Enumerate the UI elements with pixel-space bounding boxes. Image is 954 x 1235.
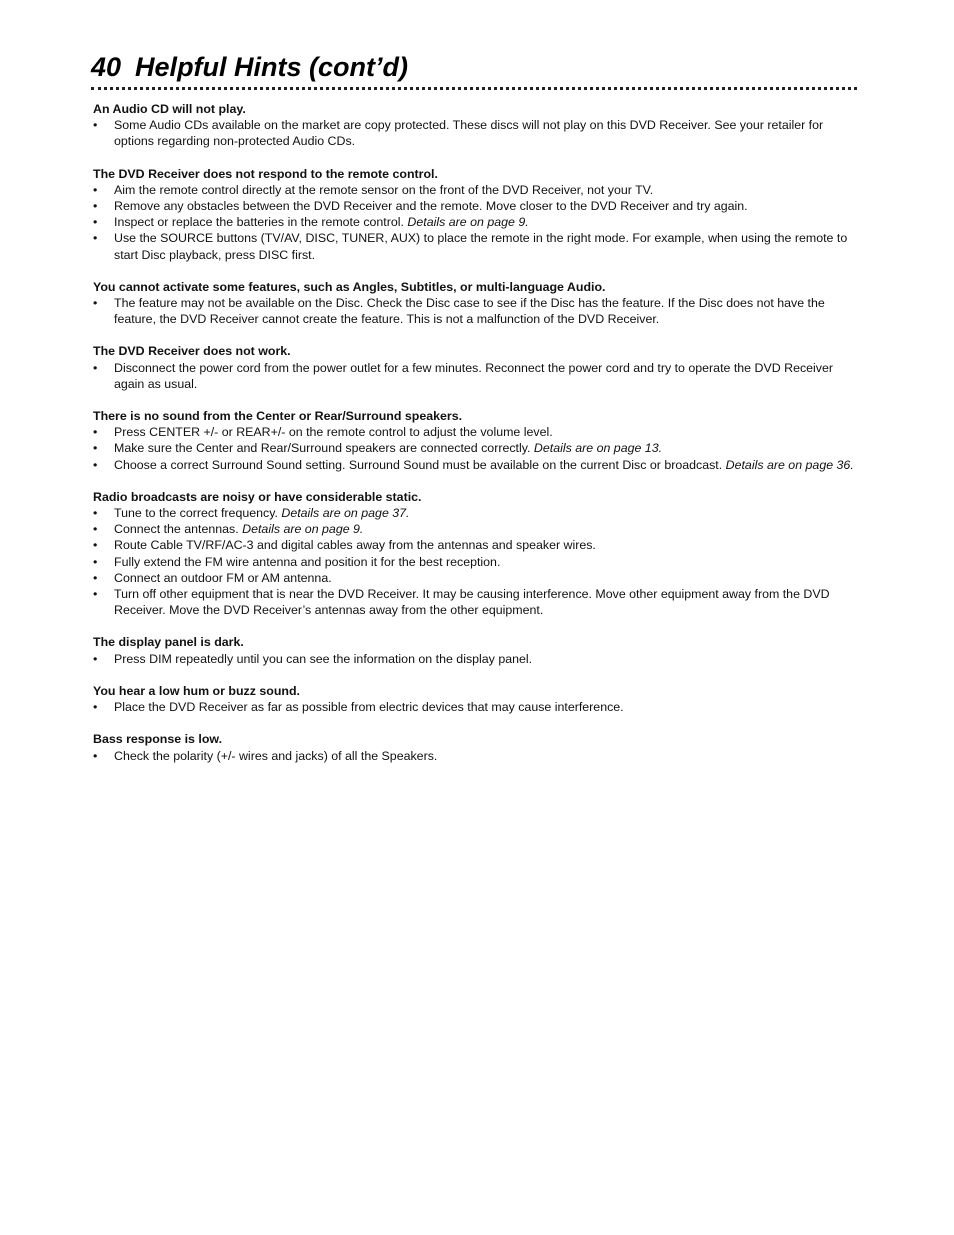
hint-section <box>93 343 857 392</box>
item-text: Tune to the correct frequency. <box>114 506 278 521</box>
hint-section <box>93 489 857 619</box>
item-text: Fully extend the FM wire antenna and position it for the best reception. <box>114 554 501 569</box>
item-text: Disconnect the power cord from the power outlet for a few minutes. Reconnect the power cord and try to operate the DVD Receiver again as usual. <box>114 360 834 391</box>
bullet-icon: • <box>93 360 98 375</box>
hint-section <box>93 683 857 715</box>
list-item <box>93 214 857 230</box>
section-title: Bass response is low. <box>93 732 223 747</box>
list-item <box>93 651 857 667</box>
bullet-icon: • <box>93 199 98 214</box>
hint-section <box>93 634 857 666</box>
bullet-icon: • <box>93 215 98 230</box>
list-item <box>93 295 857 327</box>
bullet-icon: • <box>93 651 98 666</box>
hint-section <box>93 731 857 763</box>
bullet-list <box>93 651 857 667</box>
item-text: Route Cable TV/RF/AC-3 and digital cables away from the antennas and speaker wires. <box>114 538 596 553</box>
dotted-divider <box>91 87 857 90</box>
list-item <box>93 748 857 764</box>
bullet-icon: • <box>93 554 98 569</box>
bullet-icon: • <box>93 700 98 715</box>
page-reference: Details are on page 9. <box>242 522 364 537</box>
bullet-list <box>93 748 857 764</box>
list-item <box>93 457 857 473</box>
item-text: Use the SOURCE buttons (TV/AV, DISC, TUNER, AUX) to place the remote in the right mode. For example, when using the remote to start Disc playback, press DISC first. <box>114 231 848 262</box>
bullet-icon: • <box>93 182 98 197</box>
item-text: Place the DVD Receiver as far as possible from electric devices that may cause interference. <box>114 700 624 715</box>
item-text: Connect an outdoor FM or AM antenna. <box>114 570 332 585</box>
item-text: Press DIM repeatedly until you can see the information on the display panel. <box>114 651 533 666</box>
section-title: The display panel is dark. <box>93 635 244 650</box>
bullet-list <box>93 505 857 618</box>
item-text: Inspect or replace the batteries in the remote control. <box>114 215 404 230</box>
list-item <box>93 586 857 618</box>
bullet-icon: • <box>93 570 98 585</box>
list-item <box>93 360 857 392</box>
hint-section <box>93 166 857 263</box>
list-item <box>93 198 857 214</box>
list-item <box>93 182 857 198</box>
bullet-icon: • <box>93 506 98 521</box>
item-text: Make sure the Center and Rear/Surround speakers are connected correctly. <box>114 441 531 456</box>
bullet-icon: • <box>93 441 98 456</box>
section-title: An Audio CD will not play. <box>93 102 246 116</box>
page-header <box>93 50 857 84</box>
item-text: Check the polarity (+/- wires and jacks) of all the Speakers. <box>114 748 438 763</box>
page-number: 40 <box>91 52 122 82</box>
bullet-list <box>93 424 857 473</box>
item-text: Aim the remote control directly at the remote sensor on the front of the DVD Receiver, not your TV. <box>114 182 654 197</box>
section-title: There is no sound from the Center or Rear/Surround speakers. <box>93 409 463 424</box>
page-title: Helpful Hints (cont’d) <box>135 52 409 82</box>
hints-content <box>93 101 857 764</box>
bullet-icon: • <box>93 457 98 472</box>
list-item <box>93 505 857 521</box>
item-text: The feature may not be available on the Disc. Check the Disc case to see if the Disc has the feature. If the Disc does not have the feature, the DVD Receiver cannot create the feature. This is not a malfunction of the DVD Receiver. <box>114 296 825 327</box>
section-title: Radio broadcasts are noisy or have considerable static. <box>93 489 422 504</box>
list-item <box>93 554 857 570</box>
list-item <box>93 424 857 440</box>
bullet-icon: • <box>93 748 98 763</box>
page-reference: Details are on page 9. <box>407 215 529 230</box>
item-text: Some Audio CDs available on the market are copy protected. These discs will not play on this DVD Receiver. See your retailer for options regarding non-protected Audio CDs. <box>114 118 824 149</box>
manual-page <box>93 50 857 780</box>
bullet-list <box>93 360 857 392</box>
item-text: Remove any obstacles between the DVD Receiver and the remote. Move closer to the DVD Receiver and try again. <box>114 199 748 214</box>
page-reference: Details are on page 36. <box>725 457 854 472</box>
bullet-icon: • <box>93 538 98 553</box>
bullet-icon: • <box>93 296 98 311</box>
list-item <box>93 117 857 149</box>
hint-section <box>93 279 857 328</box>
list-item <box>93 521 857 537</box>
page-reference: Details are on page 13. <box>533 441 663 456</box>
bullet-list <box>93 295 857 327</box>
bullet-list <box>93 182 857 263</box>
list-item <box>93 570 857 586</box>
list-item <box>93 230 857 262</box>
item-text: Connect the antennas. <box>114 522 239 537</box>
hint-section <box>93 408 857 473</box>
bullet-icon: • <box>93 522 98 537</box>
section-title: You cannot activate some features, such as Angles, Subtitles, or multi-language Audio. <box>93 279 606 294</box>
list-item <box>93 537 857 553</box>
page-reference: Details are on page 37. <box>281 506 410 521</box>
bullet-icon: • <box>93 425 98 440</box>
section-title: You hear a low hum or buzz sound. <box>93 683 300 698</box>
item-text: Choose a correct Surround Sound setting. Surround Sound must be available on the current Disc or broadcast. <box>114 457 723 472</box>
item-text: Turn off other equipment that is near the DVD Receiver. It may be causing interference. Move other equipment away from the DVD Receiver. Move the DVD Receiver’s antennas away from the other equipment. <box>114 587 830 618</box>
item-text: Press CENTER +/- or REAR+/- on the remote control to adjust the volume level. <box>114 425 553 440</box>
list-item <box>93 699 857 715</box>
bullet-icon: • <box>93 231 98 246</box>
section-title: The DVD Receiver does not work. <box>93 344 291 359</box>
bullet-list <box>93 699 857 715</box>
bullet-icon: • <box>93 118 98 133</box>
bullet-icon: • <box>93 587 98 602</box>
hint-section <box>93 101 857 150</box>
bullet-list <box>93 117 857 149</box>
section-title: The DVD Receiver does not respond to the remote control. <box>93 166 438 181</box>
list-item <box>93 440 857 456</box>
